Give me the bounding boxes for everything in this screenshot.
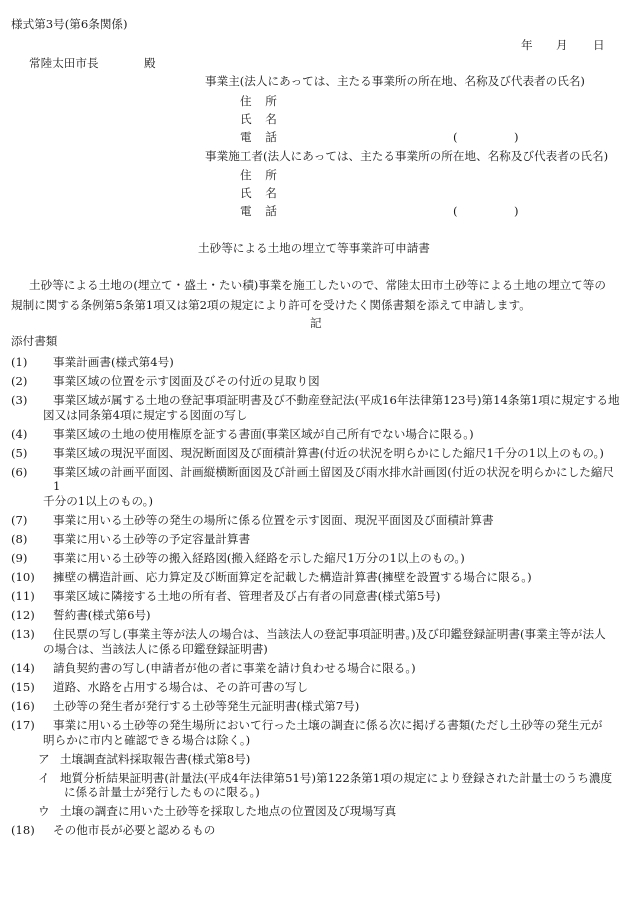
attachment-text (43, 465, 621, 508)
attachment-text (43, 699, 621, 713)
applicant-address-label: 住 所 (240, 94, 278, 108)
attachment-item (11, 551, 621, 565)
attachment-item (11, 393, 621, 422)
attachment-text (43, 608, 621, 622)
subitem-label: ア (38, 751, 50, 766)
attachment-line: 道路、水路を占用する場合は、その許可書の写し (53, 680, 309, 695)
attachment-text (43, 532, 621, 546)
attachment-number: (6) (11, 464, 28, 479)
attachment-text (43, 627, 621, 656)
attachment-item (11, 661, 621, 675)
attachment-item (11, 699, 621, 713)
document-title: 土砂等による土地の埋立て等事業許可申請書 (198, 241, 430, 255)
attachment-text (43, 355, 621, 369)
attachment-item (11, 589, 621, 603)
attachment-text (43, 823, 621, 837)
attachment-item (11, 718, 621, 747)
attachment-number: (18) (11, 823, 35, 838)
attachment-line: 事業に用いる土砂等の発生場所において行った土壌の調査に係る次に掲げる書類(ただし土砂等の発生元が (53, 718, 603, 733)
subitem-line: 土壌調査試料採取報告書(様式第8号) (60, 751, 251, 766)
attachment-item (11, 427, 621, 441)
attachment-line: 請負契約書の写し(申請者が他の者に事業を請け負わせる場合に限る。) (53, 660, 416, 675)
attachment-item (11, 355, 621, 369)
attachment-number: (13) (11, 627, 35, 642)
attachment-number: (10) (11, 570, 35, 585)
attachments-list (11, 355, 621, 843)
attachment-line: 事業計画書(様式第4号) (53, 355, 174, 369)
attachment-subitem (11, 752, 621, 766)
attachment-number: (15) (11, 680, 35, 695)
attachment-text (43, 393, 621, 422)
attachment-text (43, 589, 621, 603)
attachment-line: 事業に用いる土砂等の搬入経路図(搬入経路を示した縮尺1万分の1以上のもの。) (53, 551, 465, 566)
attachment-subitem (11, 804, 621, 818)
attachment-number: (11) (11, 589, 35, 604)
attachment-subitem (11, 771, 621, 800)
attachment-item (11, 446, 621, 460)
attachment-line: 誓約書(様式第6号) (53, 608, 151, 623)
attachment-line: 事業区域の現況平面図、現況断面図及び面積計算書(付近の状況を明らかにした縮尺1千分の1以上のもの。) (53, 445, 604, 460)
contractor-phone-label: 電 話 (240, 204, 278, 218)
attachment-item (11, 680, 621, 694)
attachment-text (43, 551, 621, 565)
attachment-item (11, 532, 621, 546)
subitem-label: ウ (38, 804, 50, 819)
attachment-line: 事業区域の位置を示す図面及びその付近の見取り図 (53, 374, 320, 389)
attachment-text (43, 680, 621, 694)
subitem-label: イ (38, 770, 50, 785)
attachment-number: (8) (11, 532, 28, 546)
contractor-address-label: 住 所 (240, 168, 278, 182)
attachment-line: 住民票の写し(事業主等が法人の場合は、当該法人の登記事項証明書。)及び印鑑登録証明書(事業主等が法人 (53, 627, 606, 642)
attachment-number: (2) (11, 374, 28, 389)
attachment-item (11, 570, 621, 584)
attachment-item (11, 374, 621, 388)
attachment-line: 事業に用いる土砂等の予定容量計算書 (53, 532, 251, 546)
contractor-heading: 事業施工者(法人にあっては、主たる事業所の所在地、名称及び代表者の氏名) (205, 149, 609, 163)
addressee-honorific: 殿 (144, 56, 156, 70)
attachment-text (43, 374, 621, 388)
attachment-line: その他市長が必要と認めるもの (53, 823, 216, 838)
applicant-phone-label: 電 話 (240, 130, 278, 144)
attachment-line: 千分の1以上のもの。) (43, 493, 153, 508)
attachment-line: 事業に用いる土砂等の発生の場所に係る位置を示す図面、現況平面図及び面積計算書 (53, 512, 494, 527)
attachment-line: 明らかに市内と確認できる場合は除く。) (43, 732, 251, 747)
contractor-phone-paren-open: ( (453, 204, 458, 218)
body-line-2: 規制に関する条例第5条第1項又は第2項の規定により許可を受けたく関係書類を添えて申請します。 (11, 298, 531, 312)
attachment-line: 事業区域が属する土地の登記事項証明書及び不動産登記法(平成16年法律第123号)第14条第1項に規定する地 (53, 393, 620, 408)
subitem-text (54, 804, 621, 818)
attachment-number: (3) (11, 393, 28, 408)
body-line-1: 土砂等による土地の(埋立て・盛土・たい積)事業を施工したいので、常陸太田市土砂等による土地の埋立て等の (29, 278, 606, 292)
attachment-text (43, 718, 621, 747)
attachment-number: (14) (11, 660, 35, 675)
attachment-text (43, 570, 621, 584)
attachment-line: 擁壁の構造計画、応力算定及び断面算定を記載した構造計算書(擁壁を設置する場合に限る。) (53, 570, 532, 585)
attachment-line: 土砂等の発生者が発行する土砂等発生元証明書(様式第7号) (53, 699, 360, 714)
attachment-line: の場合は、当該法人に係る印鑑登録証明書) (43, 641, 268, 656)
attachment-text (43, 446, 621, 460)
date-year-label: 年 (521, 38, 533, 52)
subitem-line: 地質分析結果証明書(計量法(平成4年法律第51号)第122条第1項の規定により登録された計量士のうち濃度 (60, 770, 613, 785)
attachment-text (43, 513, 621, 527)
attachment-line: 事業区域に隣接する土地の所有者、管理者及び占有者の同意書(様式第5号) (53, 589, 441, 604)
subitem-text (54, 752, 621, 766)
applicant-heading: 事業主(法人にあっては、主たる事業所の所在地、名称及び代表者の氏名) (205, 74, 585, 88)
attachment-item (11, 465, 621, 508)
attachment-number: (17) (11, 718, 35, 733)
date-month-label: 月 (556, 38, 568, 52)
attachment-item (11, 627, 621, 656)
date-day-label: 日 (593, 38, 605, 52)
attachments-heading: 添付書類 (11, 334, 58, 348)
attachment-line: 事業区域の土地の使用権原を証する書面(事業区域が自己所有でない場合に限る。) (53, 426, 474, 441)
attachment-line: 図又は同条第4項に規定する図面の写し (43, 407, 248, 422)
attachment-17-subitems (11, 752, 621, 819)
attachment-number: (7) (11, 512, 28, 527)
ki-marker: 記 (310, 316, 322, 330)
contractor-phone-paren-close: ) (514, 204, 519, 218)
subitem-line: 土壌の調査に用いた土砂等を採取した地点の位置図及び現場写真 (60, 804, 397, 819)
addressee-name: 常陸太田市長 (29, 56, 99, 70)
attachment-text (43, 427, 621, 441)
attachment-item (11, 823, 621, 837)
attachment-number: (1) (11, 355, 28, 369)
attachment-item (11, 513, 621, 527)
attachment-number: (16) (11, 699, 35, 714)
applicant-name-label: 氏 名 (240, 112, 278, 126)
subitem-line: に係る計量士が発行したものに限る。) (64, 785, 260, 800)
attachment-number: (5) (11, 445, 28, 460)
applicant-phone-paren-open: ( (453, 130, 458, 144)
contractor-name-label: 氏 名 (240, 186, 278, 200)
form-number: 様式第3号(第6条関係) (11, 17, 128, 31)
attachment-number: (9) (11, 551, 28, 566)
attachment-text (43, 661, 621, 675)
attachments-items (11, 355, 621, 747)
attachment-number: (4) (11, 426, 28, 441)
attachment-last (11, 823, 621, 837)
attachment-number: (12) (11, 608, 35, 623)
attachment-item (11, 608, 621, 622)
applicant-phone-paren-close: ) (514, 130, 519, 144)
attachment-line: 事業区域の計画平面図、計画縦横断面図及び計画土留図及び雨水排水計画図(付近の状況を明らかにした縮尺1 (53, 464, 615, 494)
subitem-text (54, 771, 621, 800)
